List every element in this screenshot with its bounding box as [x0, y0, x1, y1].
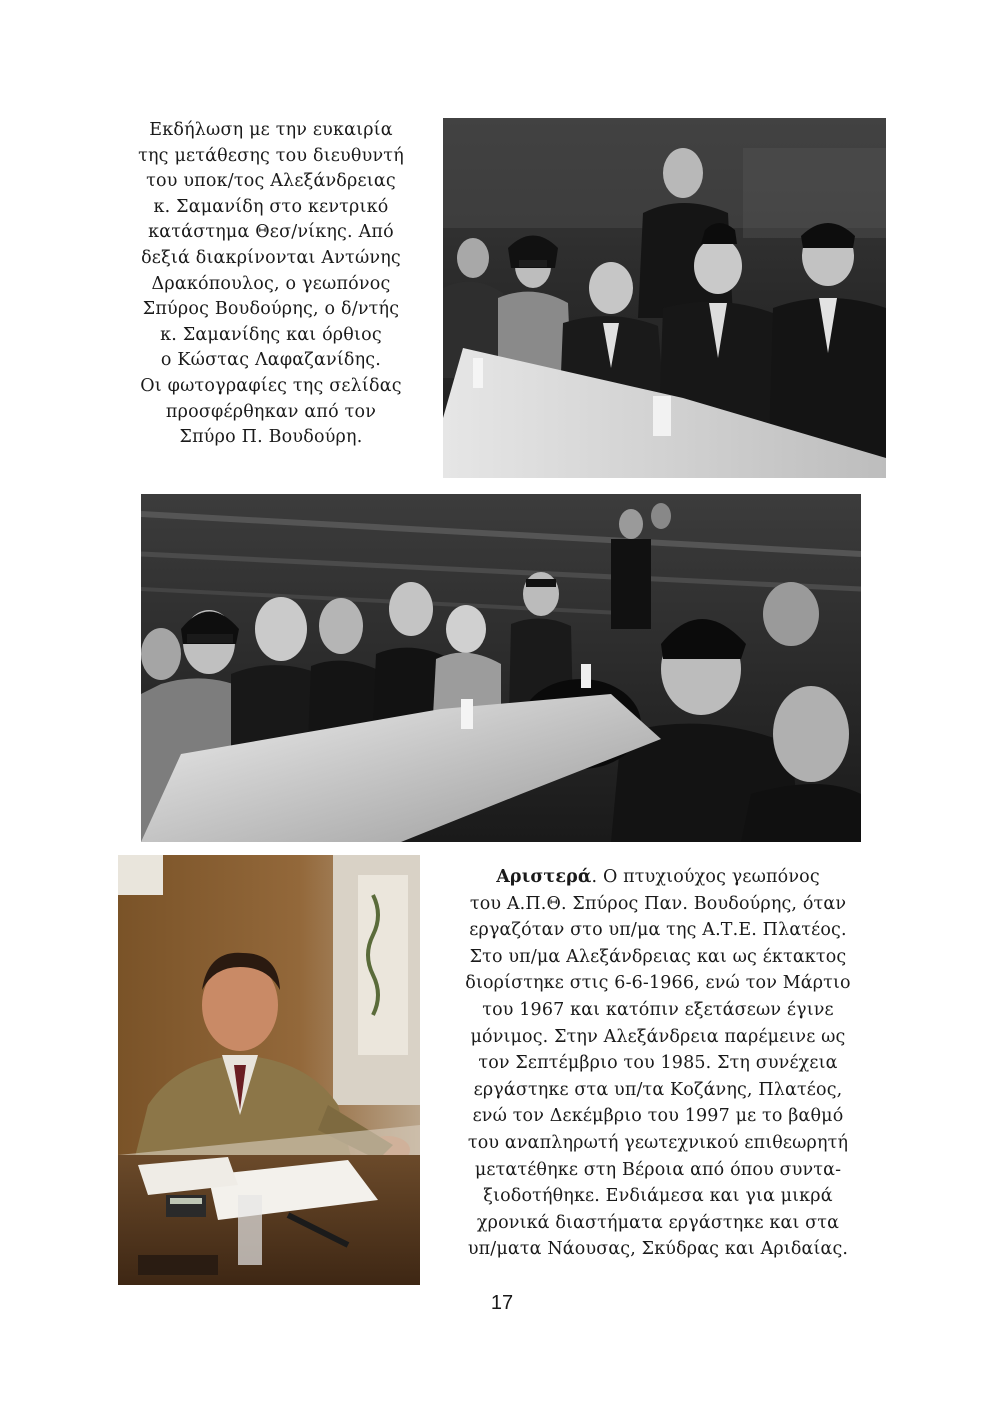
caption-top-line: της μετάθεσης του διευθυντή [138, 145, 404, 166]
caption-top-line: ο Κώστας Λαφαζανίδης. [160, 350, 382, 371]
caption-top-line: Δρακόπουλος, ο γεωπόνος [151, 273, 391, 294]
caption-top-line: Σπύρο Π. Βουδούρη. [179, 427, 363, 448]
caption-bottom [430, 864, 886, 1263]
caption-bottom-line: Στο υπ/μα Αλεξάνδρειας και ως έκτακτος [469, 946, 847, 967]
photo-banquet-long-table [141, 494, 861, 842]
caption-bottom-line: εργαζόταν στο υπ/μα της Α.Τ.Ε. Πλατέος. [469, 920, 847, 941]
caption-bottom-line: μετατέθηκε στη Βέροια από όπου συντα- [474, 1159, 842, 1180]
caption-bottom-line: εργάστηκε στα υπ/τα Κοζάνης, Πλατέος, [473, 1079, 843, 1100]
caption-bottom-first-line-rest: . Ο πτυχιούχος γεωπόνος [591, 867, 820, 887]
caption-top [112, 118, 430, 451]
page-number: 17 [490, 1292, 514, 1314]
caption-top-line: προσφέρθηκαν από τον [165, 401, 377, 422]
caption-bottom-line: μόνιμος. Στην Αλεξάνδρεια παρέμεινε ως [470, 1026, 846, 1047]
caption-bottom-lead: Αριστερά [496, 867, 592, 887]
caption-top-line: Εκδήλωση με την ευκαιρία [149, 120, 393, 140]
caption-bottom-line: ξιοδοτήθηκε. Ενδιάμεσα και για μικρά [483, 1186, 833, 1207]
caption-top-line: δεξιά διακρίνονται Αντώνης [141, 247, 401, 268]
caption-bottom-line: του Α.Π.Θ. Σπύρος Παν. Βουδούρης, όταν [469, 893, 847, 914]
caption-bottom-line: υπ/ματα Νάουσας, Σκύδρας και Αριδαίας. [467, 1239, 849, 1260]
caption-bottom-line: διορίστηκε στις 6-6-1966, ενώ τον Μάρτιο [465, 973, 851, 994]
caption-top-line: κατάστημα Θεσ/νίκης. Από [148, 222, 394, 243]
caption-bottom-first-line [430, 864, 886, 891]
caption-top-line: κ. Σαμανίδης και όρθιος [160, 324, 382, 345]
caption-top-line: Οι φωτογραφίες της σελίδας [140, 375, 402, 396]
caption-bottom-line: του 1967 και κατόπιν εξετάσεων έγινε [482, 999, 834, 1020]
caption-top-line: Σπύρος Βουδούρης, ο δ/ντής [142, 299, 400, 320]
caption-bottom-line: τον Σεπτέμβριο του 1985. Στη συνέχεια [478, 1053, 838, 1074]
caption-bottom-line: χρονικά διαστήματα εργάστηκε και στα [476, 1212, 840, 1233]
photo-banquet-seated-group [443, 118, 886, 478]
caption-top-line: κ. Σαμανίδη στο κεντρικό [153, 196, 389, 217]
caption-bottom-line: του αναπληρωτή γεωτεχνικού επιθεωρητή [467, 1132, 849, 1153]
photo-man-at-desk [118, 855, 420, 1285]
caption-bottom-line: ενώ τον Δεκέμβριο του 1997 με το βαθμό [472, 1106, 844, 1127]
caption-top-line: του υποκ/τος Αλεξάνδρειας [146, 171, 396, 192]
